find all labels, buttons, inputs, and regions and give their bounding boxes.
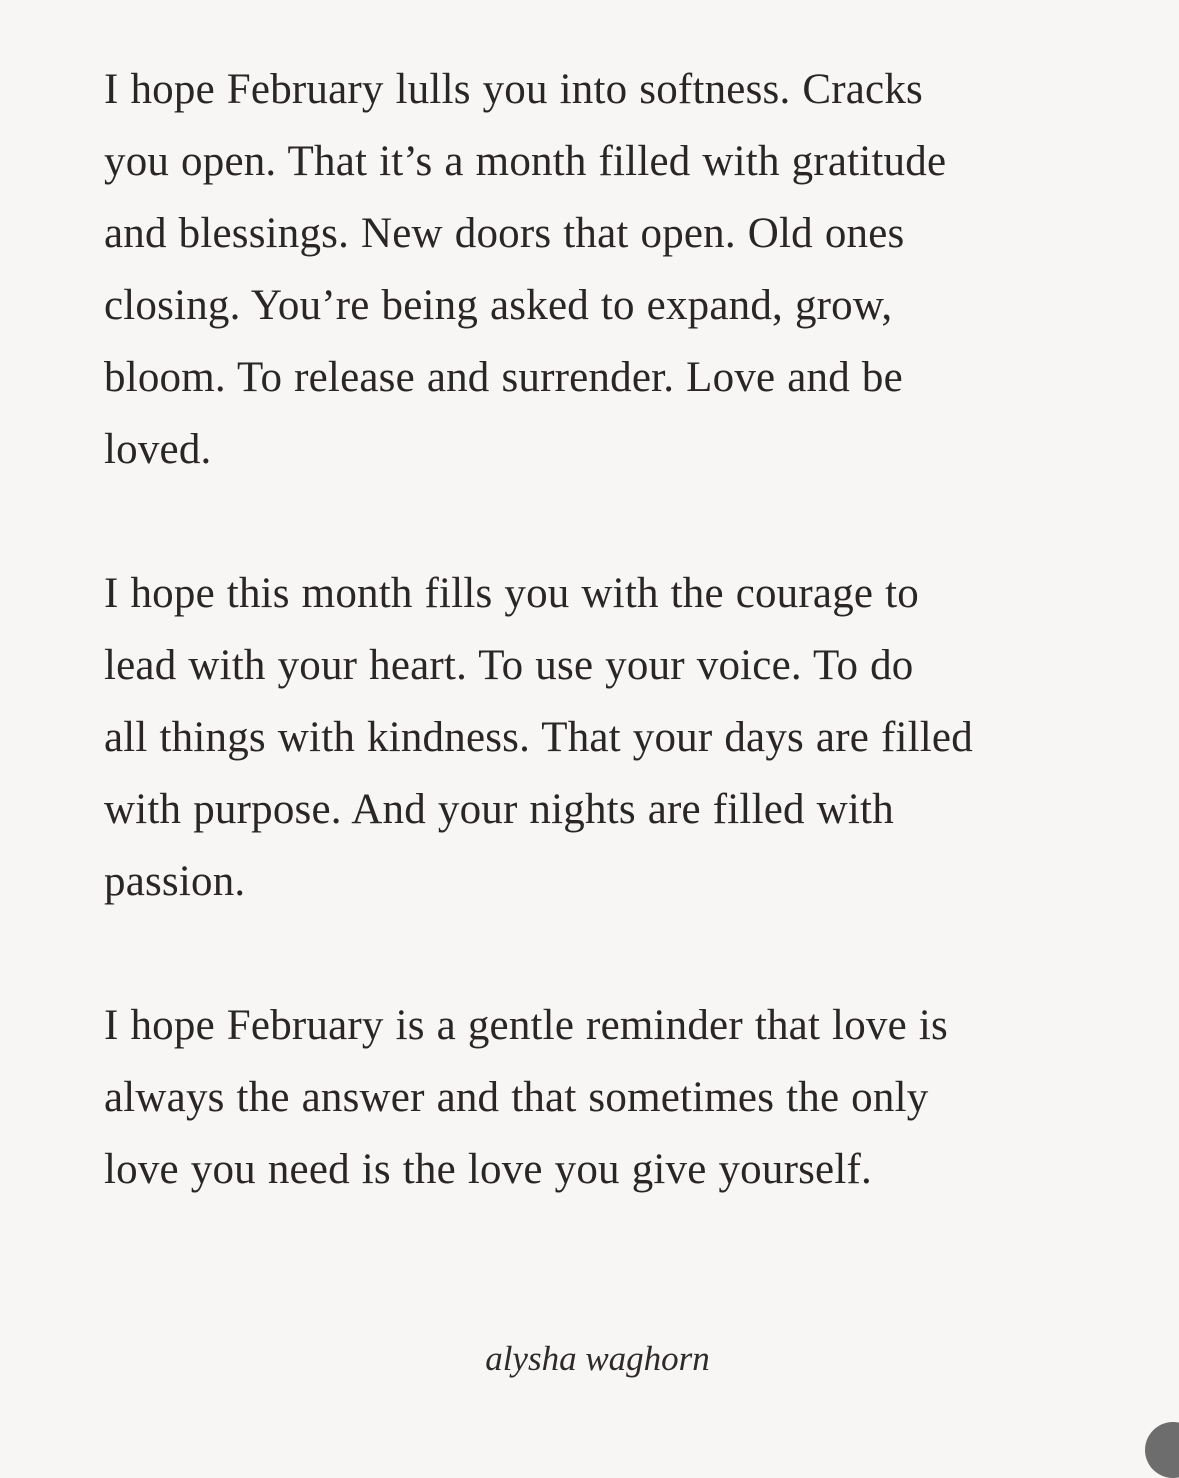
- text-line: passion.: [104, 858, 246, 905]
- text-line: and blessings. New doors that open. Old ones: [104, 210, 905, 257]
- text-line: bloom. To release and surrender. Love and be: [104, 354, 903, 401]
- text-line: you open. That it’s a month filled with gratitude: [104, 138, 947, 185]
- paragraph-1: [104, 54, 1164, 486]
- text-line: closing. You’re being asked to expand, grow,: [104, 282, 893, 329]
- text-line: I hope February lulls you into softness. Cracks: [104, 66, 923, 113]
- paragraph-3: [104, 990, 1164, 1206]
- text-line: love you need is the love you give yourself.: [104, 1146, 872, 1193]
- text-line: I hope February is a gentle reminder that love is: [104, 1002, 948, 1049]
- text-line: loved.: [104, 426, 212, 473]
- text-line: with purpose. And your nights are filled with: [104, 786, 894, 833]
- text-line: I hope this month fills you with the courage to: [104, 570, 919, 617]
- author-signature: alysha waghorn: [485, 1339, 710, 1378]
- paragraph-2: [104, 558, 1164, 918]
- text-line: all things with kindness. That your days are filled: [104, 714, 973, 761]
- text-line: always the answer and that sometimes the only: [104, 1074, 929, 1121]
- scroll-handle[interactable]: [1145, 1422, 1179, 1478]
- text-line: lead with your heart. To use your voice. To do: [104, 642, 914, 689]
